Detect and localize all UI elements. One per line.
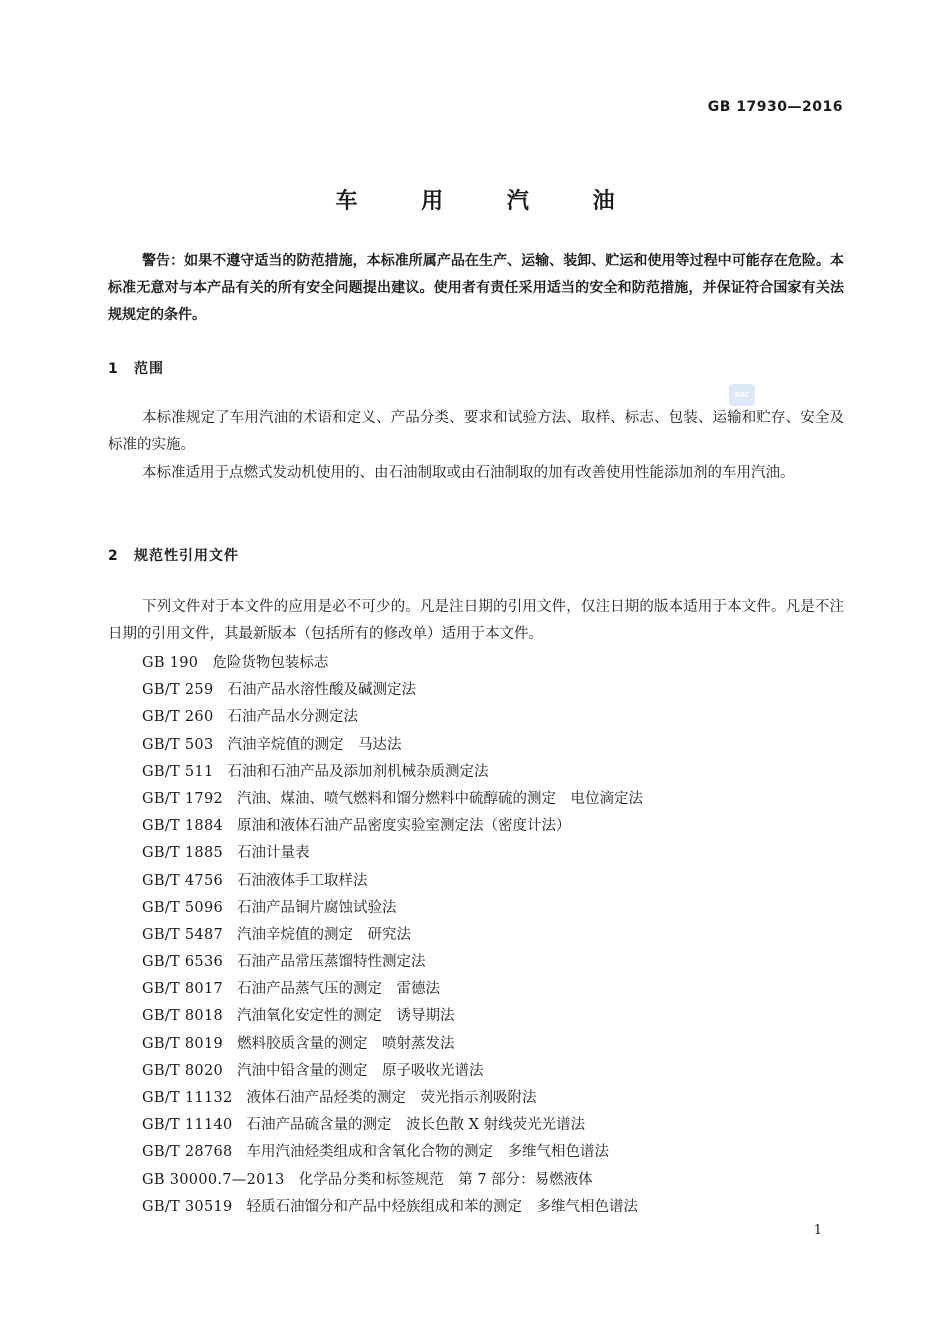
reference-code: GB 190	[142, 655, 199, 671]
reference-code: GB/T 503	[142, 736, 214, 753]
reference-item	[142, 868, 643, 895]
section-1-heading	[108, 358, 164, 378]
reference-title: 石油产品铜片腐蚀试验法	[237, 899, 397, 916]
reference-item	[142, 895, 643, 922]
reference-code: GB 30000.7—2013	[142, 1171, 285, 1188]
section-title: 范围	[134, 361, 164, 377]
reference-code: GB/T 8018	[142, 1008, 224, 1025]
standard-number: GB 17930—2016	[707, 99, 843, 115]
normative-references-list	[142, 650, 643, 1221]
reference-code: GB/T 11132	[142, 1090, 233, 1106]
reference-item	[142, 976, 643, 1003]
reference-item	[142, 1003, 643, 1030]
reference-code: GB/T 1885	[142, 845, 224, 862]
reference-item	[142, 1194, 643, 1221]
reference-item	[142, 759, 643, 786]
reference-item	[142, 704, 643, 731]
reference-title: 燃料胶质含量的测定 喷射蒸发法	[237, 1035, 455, 1052]
reference-code: GB/T 1792	[142, 790, 224, 807]
reference-code: GB/T 8017	[142, 981, 224, 998]
reference-code: GB/T 5096	[142, 899, 224, 916]
reference-title: 车用汽油烃类组成和含氧化合物的测定 多维气相色谱法	[246, 1144, 610, 1161]
reference-title: 汽油、煤油、喷气燃料和馏分燃料中硫醇硫的测定 电位滴定法	[237, 790, 644, 807]
reference-item	[142, 1139, 643, 1166]
reference-item	[142, 1058, 643, 1085]
page-number: 1	[813, 1223, 822, 1238]
reference-code: GB/T 511	[142, 763, 214, 780]
reference-title: 液体石油产品烃类的测定 荧光指示剂吸附法	[246, 1090, 537, 1106]
reference-title: 汽油氧化安定性的测定 诱导期法	[237, 1008, 455, 1025]
reference-title: 石油液体手工取样法	[237, 872, 368, 889]
reference-title: 危险货物包装标志	[212, 655, 329, 671]
section-title: 规范性引用文件	[134, 548, 239, 564]
reference-item	[142, 1085, 643, 1112]
section-1-paragraph-1: 本标准规定了车用汽油的术语和定义、产品分类、要求和试验方法、取样、标志、包装、运输和贮存、安全及标准的实施。	[108, 410, 844, 453]
reference-title: 原油和液体石油产品密度实验室测定法（密度计法）	[237, 818, 571, 835]
warning-paragraph: 警告：如果不遵守适当的防范措施，本标准所属产品在生产、运输、装卸、贮运和使用等过程中可能存在危险。本标准无意对与本产品有关的所有安全问题提出建议。使用者有责任采用适当的安全和防范措施，并保证符合国家有关法规规定的条件。	[108, 253, 844, 323]
reference-item	[142, 840, 643, 867]
reference-code: GB/T 260	[142, 709, 214, 726]
reference-title: 汽油中铅含量的测定 原子吸收光谱法	[237, 1062, 484, 1079]
reference-title: 化学品分类和标签规范 第 7 部分：易燃液体	[298, 1171, 593, 1188]
reference-title: 石油和石油产品及添加剂机械杂质测定法	[227, 763, 489, 780]
section-number: 1	[108, 361, 119, 377]
reference-item	[142, 786, 643, 813]
reference-item	[142, 677, 643, 704]
reference-title: 石油产品水分测定法	[227, 709, 358, 726]
reference-code: GB/T 5487	[142, 926, 224, 943]
reference-title: 石油产品硫含量的测定 波长色散 X 射线荧光光谱法	[246, 1117, 586, 1134]
section-1-paragraph-2: 本标准适用于点燃式发动机使用的、由石油制取或由石油制取的加有改善使用性能添加剂的车用汽油。	[142, 465, 795, 481]
reference-item	[142, 1031, 643, 1058]
reference-title: 石油计量表	[237, 845, 310, 862]
reference-code: GB/T 11140	[142, 1117, 233, 1134]
reference-item	[142, 922, 643, 949]
reference-item	[142, 650, 643, 677]
reference-code: GB/T 259	[142, 682, 214, 699]
reference-code: GB/T 30519	[142, 1198, 233, 1215]
reference-item	[142, 813, 643, 840]
section-2-heading	[108, 545, 239, 565]
reference-title: 汽油辛烷值的测定 研究法	[237, 926, 412, 943]
document-title: 车 用 汽 油	[335, 189, 643, 214]
reference-code: GB/T 8019	[142, 1035, 224, 1052]
reference-code: GB/T 4756	[142, 872, 224, 889]
reference-code: GB/T 6536	[142, 954, 224, 971]
reference-title: 汽油辛烷值的测定 马达法	[227, 736, 402, 753]
section-number: 2	[108, 548, 119, 564]
reference-item	[142, 1112, 643, 1139]
reference-item	[142, 949, 643, 976]
reference-title: 石油产品水溶性酸及碱测定法	[227, 682, 416, 699]
reference-code: GB/T 28768	[142, 1144, 233, 1161]
reference-title: 石油产品常压蒸馏特性测定法	[237, 954, 426, 971]
sac-watermark-logo: SAC	[729, 384, 755, 406]
reference-title: 石油产品蒸气压的测定 雷德法	[237, 981, 441, 998]
section-2-paragraph-1: 下列文件对于本文件的应用是必不可少的。凡是注日期的引用文件，仅注日期的版本适用于本文件。凡是不注日期的引用文件，其最新版本（包括所有的修改单）适用于本文件。	[108, 599, 844, 642]
reference-title: 轻质石油馏分和产品中烃族组成和苯的测定 多维气相色谱法	[246, 1198, 639, 1215]
reference-code: GB/T 1884	[142, 818, 224, 835]
reference-item	[142, 732, 643, 759]
reference-item	[142, 1167, 643, 1194]
reference-code: GB/T 8020	[142, 1062, 224, 1079]
